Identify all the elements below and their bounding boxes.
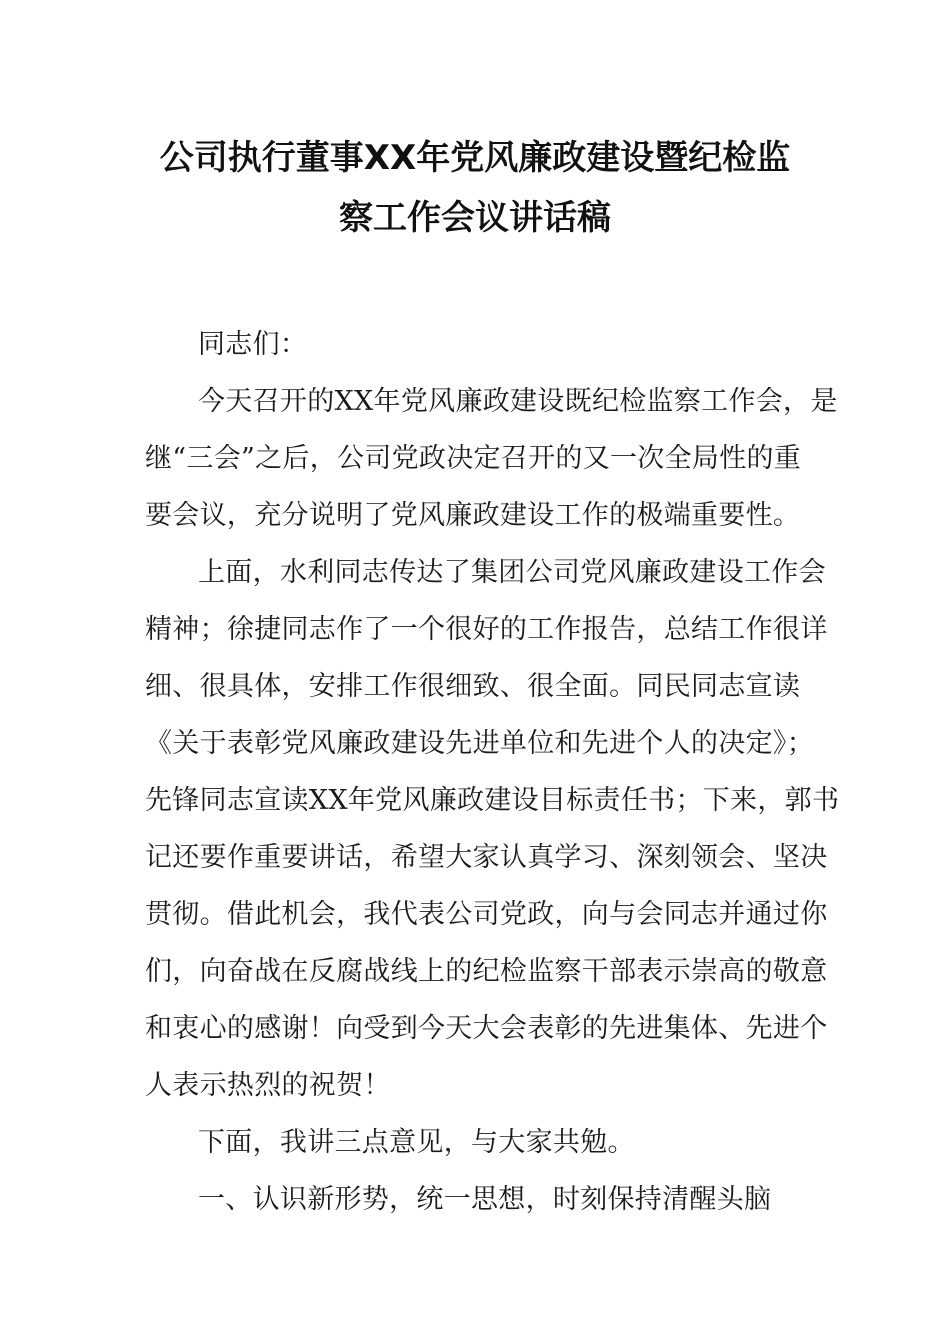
paragraph-3-line-1: 下面，我讲三点意见，与大家共勉。: [198, 1127, 635, 1158]
paragraph-2-line-4: 《关于表彰党风廉政建设先进单位和先进个人的决定》；: [145, 728, 814, 759]
paragraph-1-line-1: 今天召开的XX年党风廉政建设既纪检监察工作会，是: [198, 386, 838, 417]
paragraph-2-line-6: 记还要作重要讲话，希望大家认真学习、深刻领会、坚决: [145, 842, 828, 873]
section-heading-1: 一、认识新形势，统一思想，时刻保持清醒头脑: [198, 1184, 772, 1215]
paragraph-1-line-2: 继“三会”之后，公司党政决定召开的又一次全局性的重: [145, 443, 802, 474]
paragraph-2-line-5: 先锋同志宣读XX年党风廉政建设目标责任书；下来，郭书: [145, 785, 840, 816]
salutation: 同志们：: [198, 329, 308, 360]
document-title-line-1: 公司执行董事XX年党风廉政建设暨纪检监: [159, 138, 791, 178]
paragraph-2-line-2: 精神；徐捷同志作了一个很好的工作报告，总结工作很详: [145, 614, 828, 645]
document-title-line-2: 察工作会议讲话稿: [339, 198, 611, 238]
paragraph-1-line-3: 要会议，充分说明了党风廉政建设工作的极端重要性。: [145, 500, 801, 531]
paragraph-2-line-10: 人表示热烈的祝贺！: [145, 1070, 391, 1101]
paragraph-2-line-9: 和衷心的感谢！向受到今天大会表彰的先进集体、先进个: [145, 1013, 828, 1044]
paragraph-2-line-3: 细、很具体，安排工作很细致、很全面。同民同志宣读: [145, 671, 801, 702]
paragraph-2-line-1: 上面，水利同志传达了集团公司党风廉政建设工作会: [198, 557, 826, 588]
paragraph-2-line-7: 贯彻。借此机会，我代表公司党政，向与会同志并通过你: [145, 899, 828, 930]
paragraph-2-line-8: 们，向奋战在反腐战线上的纪检监察干部表示崇高的敬意: [145, 956, 828, 987]
